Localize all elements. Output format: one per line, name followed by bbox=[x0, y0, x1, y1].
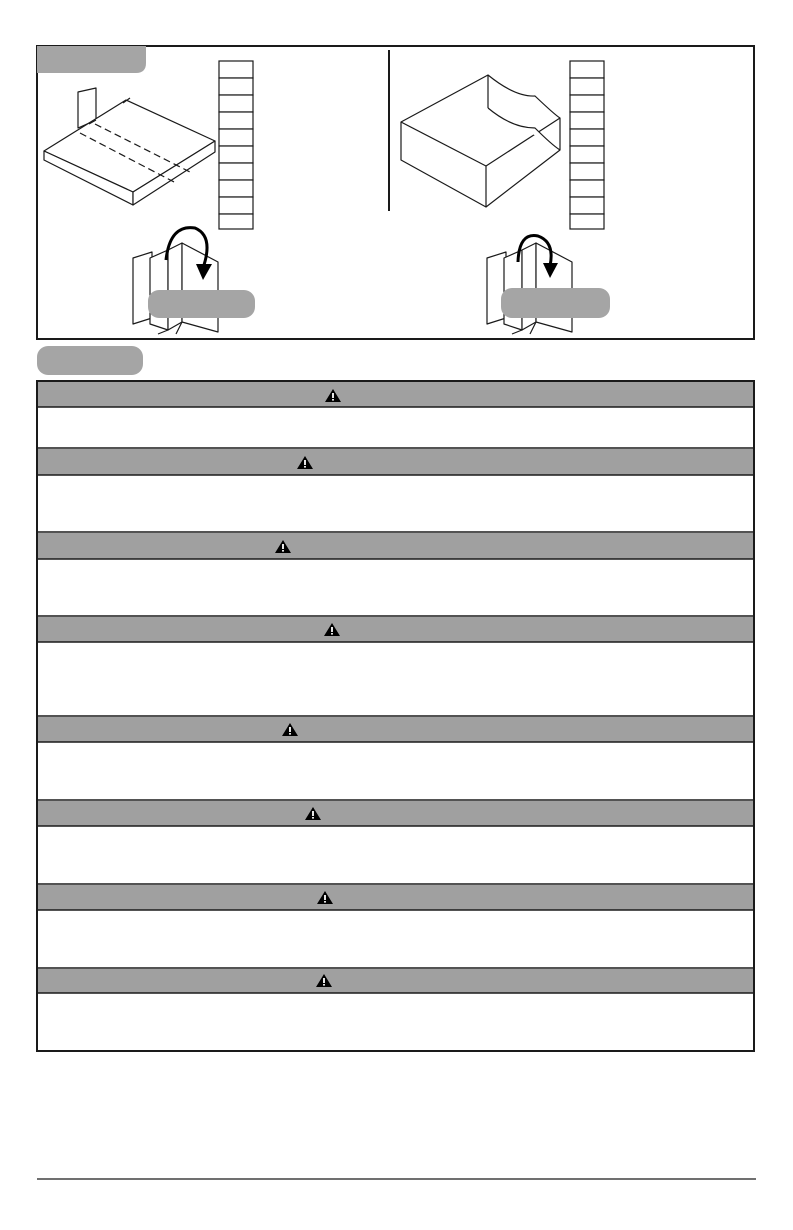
safety-row-header bbox=[38, 717, 753, 742]
panel-label-tab bbox=[37, 46, 146, 73]
right-box-column bbox=[570, 61, 604, 229]
safety-row-header bbox=[38, 382, 753, 407]
safety-row-header bbox=[38, 969, 753, 993]
safety-row-header bbox=[38, 885, 753, 910]
left-box-column bbox=[219, 61, 253, 229]
safety-row-header bbox=[38, 533, 753, 559]
section-tab bbox=[37, 346, 143, 375]
safety-row bbox=[37, 969, 754, 993]
safety-table bbox=[37, 381, 754, 1051]
illustration-panel bbox=[37, 46, 754, 339]
left-pages-label-tab bbox=[148, 290, 255, 318]
safety-row-header bbox=[38, 449, 753, 475]
safety-row-header bbox=[38, 617, 753, 642]
right-pages-label-tab bbox=[501, 288, 610, 318]
safety-row-header bbox=[38, 801, 753, 826]
